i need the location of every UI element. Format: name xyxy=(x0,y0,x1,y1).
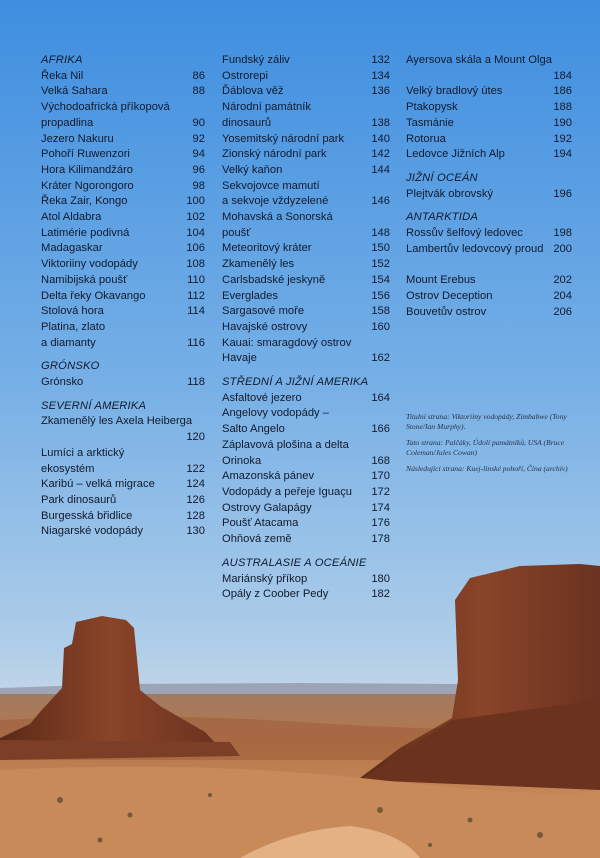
toc-column-2 xyxy=(222,53,390,603)
toc-entry xyxy=(41,289,205,305)
entry-title: Hora Kilimandžáro xyxy=(41,163,134,176)
toc-entry xyxy=(41,493,205,509)
entry-title: Platina, zlato a diamanty xyxy=(41,320,106,349)
page-number: 104 xyxy=(186,226,205,239)
entry-title: Niagarské vodopády xyxy=(41,525,143,538)
toc-entry xyxy=(222,69,390,85)
toc-entry xyxy=(41,163,205,179)
toc-entry xyxy=(222,179,390,210)
page-number: 152 xyxy=(371,258,390,271)
entry-title: Zkamenělý les xyxy=(222,258,295,271)
toc-entry xyxy=(41,84,205,100)
toc-entry xyxy=(222,516,390,532)
spacer xyxy=(406,257,572,273)
entry-title: Ostrov Deception xyxy=(406,289,493,302)
section-heading: AUSTRALASIE A OCEÁNIE xyxy=(222,556,367,569)
page-number: 166 xyxy=(371,423,390,436)
entry-title: Ayersova skála a Mount Olga xyxy=(406,54,552,66)
entry-title: Plejtvák obrovský xyxy=(406,187,494,200)
entry-title: Kráter Ngorongoro xyxy=(41,179,134,192)
entry-title: Národní památník dinosaurů xyxy=(222,101,311,129)
entry-title: Fundský záliv xyxy=(222,54,290,66)
page-number: 116 xyxy=(187,336,205,349)
entry-title: Stolová hora xyxy=(41,305,104,318)
toc-entry xyxy=(222,501,390,517)
page-number: 156 xyxy=(371,289,390,302)
page-number: 186 xyxy=(553,85,572,98)
entry-title: Yosemitský národní park xyxy=(222,132,345,145)
entry-title: Ostrorepi xyxy=(222,69,269,82)
toc-entry xyxy=(406,226,572,242)
toc-entry xyxy=(222,289,390,305)
toc-entry xyxy=(406,53,572,84)
page-number: 134 xyxy=(371,69,390,82)
entry-title: Amazonská pánev xyxy=(222,470,315,483)
entry-title: Everglades xyxy=(222,289,278,302)
caption-next-page: Následující strana: Kuej-linské pohoří, Čína (archiv) xyxy=(406,464,568,474)
page-number: 160 xyxy=(371,320,390,333)
entry-title: Meteoritový kráter xyxy=(222,242,312,255)
toc-entry xyxy=(41,414,205,445)
toc-entry xyxy=(406,116,572,132)
entry-title: Opály z Coober Pedy xyxy=(222,588,329,601)
page-number: 188 xyxy=(553,101,572,114)
toc-entry xyxy=(41,446,205,477)
page-number: 94 xyxy=(192,148,205,161)
page-number: 124 xyxy=(186,478,205,491)
page-number: 206 xyxy=(553,305,572,318)
toc-entry xyxy=(41,320,205,351)
entry-title: Lumíci a arktický ekosystém xyxy=(41,446,125,475)
toc-entry xyxy=(41,375,205,391)
page-number: 96 xyxy=(192,163,205,176)
toc-entry xyxy=(222,438,390,469)
toc-entry xyxy=(41,100,205,131)
toc-entry xyxy=(222,572,390,588)
entry-title: Ptakopysk xyxy=(406,101,458,114)
entry-title: Viktoriiny vodopády xyxy=(41,258,138,271)
page-number: 120 xyxy=(186,431,205,444)
entry-title: Karibú – velká migrace xyxy=(41,478,155,491)
entry-title: Zionský národní park xyxy=(222,148,327,161)
entry-title: Sargasové moře xyxy=(222,305,305,318)
page-number: 190 xyxy=(553,116,572,129)
entry-title: Bouvetův ostrov xyxy=(406,305,487,318)
page-number: 140 xyxy=(371,132,390,145)
section-heading: JIŽNÍ OCEÁN xyxy=(406,171,478,184)
toc-entry xyxy=(406,84,572,100)
toc-entry xyxy=(222,53,390,69)
toc-entry xyxy=(41,304,205,320)
page-number: 178 xyxy=(371,533,390,546)
entry-title: Carlsbadské jeskyně xyxy=(222,273,326,286)
entry-title: Burgesská břidlice xyxy=(41,509,133,522)
toc-entry xyxy=(222,320,390,336)
page-number: 106 xyxy=(186,242,205,255)
toc-entry xyxy=(41,194,205,210)
entry-title: Mariánský příkop xyxy=(222,572,308,585)
page-number: 114 xyxy=(187,305,205,318)
page-number: 200 xyxy=(553,242,572,255)
toc-entry xyxy=(41,509,205,525)
page-number: 100 xyxy=(186,195,205,208)
entry-title: Záplavová plošina a delta Orinoka xyxy=(222,438,349,467)
toc-entry xyxy=(222,532,390,548)
page-number: 154 xyxy=(371,273,390,286)
toc-entry xyxy=(406,147,572,163)
entry-title: Angelovy vodopády – Salto Angelo xyxy=(222,407,329,436)
entry-title: Ďáblova věž xyxy=(222,85,284,98)
toc-entry xyxy=(222,304,390,320)
page-number: 98 xyxy=(192,179,205,192)
page-number: 150 xyxy=(371,242,390,255)
entry-title: Ledovce Jižních Alp xyxy=(406,148,505,161)
entry-title: Zkamenělý les Axela Heiberga xyxy=(41,415,193,428)
page-number: 86 xyxy=(192,69,205,82)
toc-entry xyxy=(222,210,390,241)
entry-title: Atol Aldabra xyxy=(41,211,102,224)
toc-entry xyxy=(222,163,390,179)
entry-title: Řeka Nil xyxy=(41,69,84,82)
entry-title: Madagaskar xyxy=(41,242,103,255)
entry-title: Kauai: smaragdový ostrov Havaje xyxy=(222,336,352,365)
page-number: 90 xyxy=(192,116,205,129)
entry-title: Řeka Zair, Kongo xyxy=(41,195,128,208)
page-number: 158 xyxy=(371,305,390,318)
page-number: 142 xyxy=(371,148,390,161)
entry-title: Pohoří Ruwenzori xyxy=(41,148,130,161)
page-number: 118 xyxy=(187,376,205,389)
page-number: 184 xyxy=(553,69,572,82)
page-number: 204 xyxy=(553,289,572,302)
caption-this-page: Tato strana: Palčáky, Údolí památníků, USA (Bruce Coleman/Jules Cowan) xyxy=(406,438,565,457)
entry-title: Velký bradlový útes xyxy=(406,85,503,98)
toc-entry xyxy=(41,273,205,289)
entry-title: Latimérie podivná xyxy=(41,226,130,239)
toc-entry xyxy=(222,132,390,148)
entry-title: Grónsko xyxy=(41,376,84,389)
toc-entry xyxy=(222,100,390,131)
entry-title: Namibijská poušť xyxy=(41,273,128,286)
toc-entry xyxy=(222,147,390,163)
entry-title: Ohňová země xyxy=(222,533,292,546)
toc-column-1 xyxy=(41,53,205,540)
toc-entry xyxy=(41,524,205,540)
toc-entry xyxy=(406,242,572,258)
page-number: 192 xyxy=(553,132,572,145)
page-number: 202 xyxy=(553,274,572,287)
entry-title: Park dinosaurů xyxy=(41,493,117,506)
toc-entry xyxy=(41,210,205,226)
page-number: 110 xyxy=(187,273,205,286)
toc-entry xyxy=(222,84,390,100)
toc-entry xyxy=(406,132,572,148)
entry-title: Jezero Nakuru xyxy=(41,132,114,145)
page-number: 136 xyxy=(371,85,390,98)
toc-entry xyxy=(41,257,205,273)
section-heading: ANTARKTIDA xyxy=(406,211,479,224)
toc-entry xyxy=(41,69,205,85)
page-number: 182 xyxy=(371,588,390,601)
toc-entry xyxy=(222,336,390,367)
entry-title: Sekvojovce mamutí a sekvoje vždyzelené xyxy=(222,179,329,208)
toc-entry xyxy=(406,289,572,305)
page-number: 148 xyxy=(371,226,390,239)
page-number: 196 xyxy=(553,187,572,200)
section-heading: GRÓNSKO xyxy=(41,360,100,373)
page-number: 180 xyxy=(371,572,390,585)
entry-title: Východoafrická příkopová propadlina xyxy=(41,101,170,129)
page-number: 88 xyxy=(192,85,205,98)
toc-entry xyxy=(41,179,205,195)
toc-entry xyxy=(222,485,390,501)
toc-entry xyxy=(406,305,572,321)
entry-title: Delta řeky Okavango xyxy=(41,289,146,302)
toc-entry xyxy=(41,226,205,242)
toc-entry xyxy=(222,273,390,289)
entry-title: Mohavská a Sonorská poušť xyxy=(222,211,333,239)
toc-entry xyxy=(222,406,390,437)
page-number: 162 xyxy=(371,352,390,365)
entry-title: Lambertův ledovcový proud xyxy=(406,242,544,255)
entry-title: Velký kaňon xyxy=(222,163,283,176)
toc-column-3 xyxy=(406,53,572,320)
page-number: 172 xyxy=(371,485,390,498)
entry-title: Mount Erebus xyxy=(406,274,476,287)
entry-title: Asfaltové jezero xyxy=(222,391,302,404)
page-number: 198 xyxy=(553,227,572,240)
entry-title: Tasmánie xyxy=(406,116,454,129)
photo-captions xyxy=(406,412,581,481)
page-number: 122 xyxy=(186,462,205,475)
section-heading: SEVERNÍ AMERIKA xyxy=(41,399,147,412)
toc-entry xyxy=(406,273,572,289)
page-number: 146 xyxy=(371,195,390,208)
entry-title: Rotorua xyxy=(406,132,446,145)
page-number: 126 xyxy=(186,493,205,506)
page-number: 144 xyxy=(371,163,390,176)
page-number: 168 xyxy=(371,454,390,467)
page-number: 176 xyxy=(371,517,390,530)
toc-entry xyxy=(41,132,205,148)
toc-entry xyxy=(406,100,572,116)
entry-title: Poušť Atacama xyxy=(222,517,299,530)
toc-entry xyxy=(222,257,390,273)
toc-entry xyxy=(41,477,205,493)
section-heading: AFRIKA xyxy=(41,54,83,66)
page-number: 132 xyxy=(371,54,390,66)
toc-entry xyxy=(222,587,390,603)
page-number: 194 xyxy=(553,148,572,161)
entry-title: Ostrovy Galapágy xyxy=(222,501,312,514)
page-number: 138 xyxy=(371,116,390,129)
toc-entry xyxy=(41,147,205,163)
entry-title: Havajské ostrovy xyxy=(222,320,308,333)
entry-title: Vodopády a peřeje Iguaçu xyxy=(222,485,353,498)
page-number: 130 xyxy=(186,525,205,538)
caption-cover: Titulní strana: Viktoriiny vodopády, Zimbabwe (Tony Stone/Ian Murphy). xyxy=(406,412,567,431)
page-number: 92 xyxy=(192,132,205,145)
page-number: 108 xyxy=(186,258,205,271)
page-number: 128 xyxy=(186,509,205,522)
page-number: 164 xyxy=(371,391,390,404)
section-heading: STŘEDNÍ A JIŽNÍ AMERIKA xyxy=(222,376,369,389)
page-number: 102 xyxy=(186,211,205,224)
entry-title: Rossův šelfový ledovec xyxy=(406,227,523,240)
toc-entry xyxy=(222,469,390,485)
page-number: 170 xyxy=(371,470,390,483)
toc-entry xyxy=(222,391,390,407)
toc-entry xyxy=(406,187,572,203)
page-number: 112 xyxy=(187,289,205,302)
toc-entry xyxy=(41,241,205,257)
toc-entry xyxy=(222,241,390,257)
entry-title: Velká Sahara xyxy=(41,85,108,98)
page-number: 174 xyxy=(371,501,390,514)
